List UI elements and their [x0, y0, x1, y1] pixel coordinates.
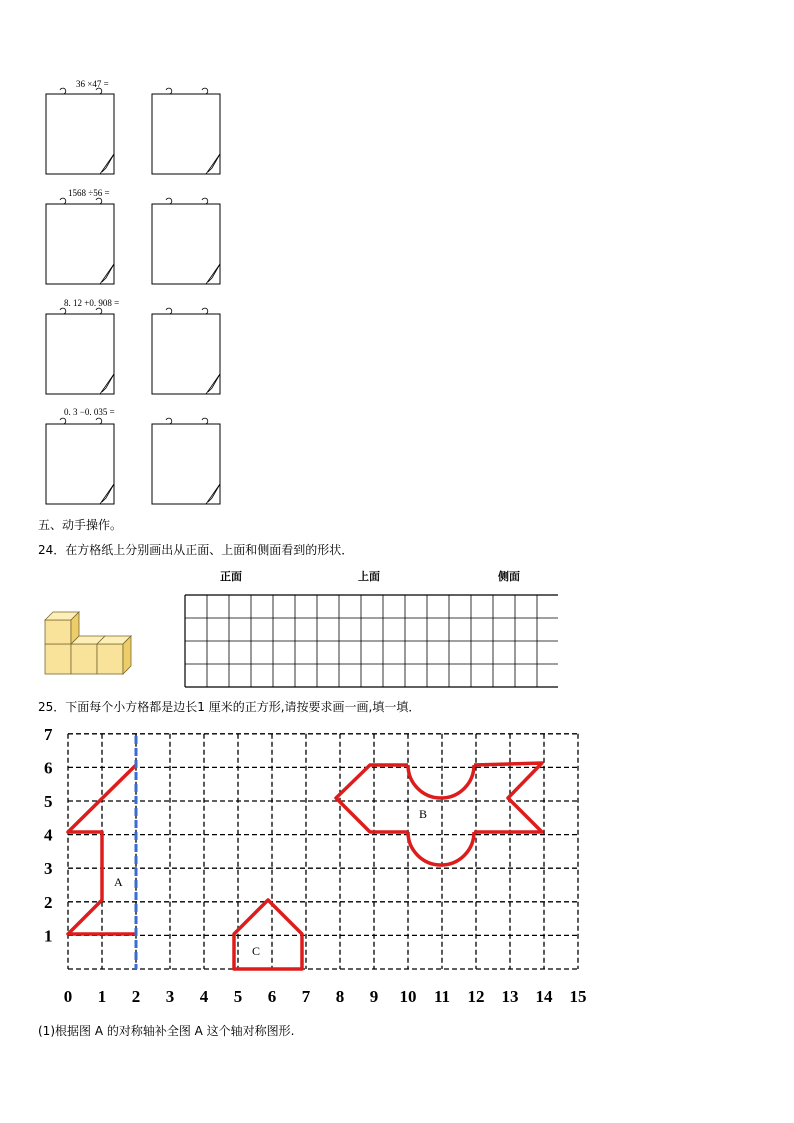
calc-expression: 1568 ÷56 =: [68, 188, 110, 198]
q24-answer-grid[interactable]: [184, 594, 558, 688]
x-tick-label: 10: [399, 987, 417, 1006]
scratch-pads: [0, 0, 794, 520]
y-tick-label: 5: [44, 792, 53, 811]
label-side-view: 侧面: [498, 570, 520, 583]
x-tick-label: 11: [433, 987, 451, 1006]
scratch-pad[interactable]: [152, 418, 220, 504]
y-tick-label: 7: [44, 724, 53, 744]
shape-c: [234, 900, 302, 969]
y-tick-label: 6: [44, 758, 53, 778]
calc-expression: 36 ×47 =: [76, 79, 109, 89]
x-tick-label: 0: [63, 987, 73, 1006]
question-24-text: 24．在方格纸上分别画出从正面、上面和侧面看到的形状．: [38, 543, 354, 557]
x-tick-label: 1: [97, 987, 107, 1006]
x-tick-label: 2: [131, 987, 141, 1006]
y-tick-label: 4: [44, 825, 53, 845]
x-tick-label: 6: [267, 987, 277, 1006]
x-tick-label: 5: [233, 987, 243, 1006]
scratch-pad[interactable]: [46, 418, 114, 504]
x-tick-label: 7: [301, 987, 311, 1006]
y-tick-label: 3: [44, 859, 53, 879]
x-tick-label: 12: [467, 987, 485, 1006]
x-tick-label: 13: [501, 987, 519, 1006]
x-tick-label: 15: [569, 987, 587, 1006]
shape-b-top-arc: [408, 765, 474, 798]
shape-b-outline-right: [474, 763, 542, 832]
shape-b-outline: [336, 765, 408, 832]
x-tick-label: 9: [369, 987, 379, 1006]
y-tick-label: 1: [44, 926, 53, 946]
calc-expression: 8. 12 +0. 908 =: [64, 298, 120, 308]
calc-expression: 0. 3 −0. 035 =: [64, 407, 115, 417]
scratch-pad[interactable]: [152, 88, 220, 174]
q25-coordinate-grid[interactable]: [0, 718, 794, 1018]
scratch-pad[interactable]: [152, 308, 220, 394]
x-tick-label: 3: [165, 987, 175, 1006]
scratch-pad[interactable]: [46, 308, 114, 394]
x-tick-label: 14: [535, 987, 553, 1006]
x-tick-label: 8: [335, 987, 345, 1006]
cube-stack-figure: [40, 606, 140, 678]
question-25-sub1: (1)根据图 A 的对称轴补全图 A 这个轴对称图形.: [38, 1024, 295, 1038]
question-25-text: 25．下面每个小方格都是边长1 厘米的正方形,请按要求画一画,填一填．: [38, 700, 421, 714]
scratch-pad[interactable]: [152, 198, 220, 284]
scratch-pad[interactable]: [46, 198, 114, 284]
label-c: C: [252, 944, 261, 958]
label-b: B: [419, 807, 428, 821]
label-front-view: 正面: [220, 570, 242, 583]
label-top-view: 上面: [358, 570, 380, 583]
shape-b-bottom-arc: [408, 832, 474, 865]
section-title: 五、动手操作。: [38, 518, 123, 532]
scratch-pad[interactable]: [46, 88, 114, 174]
x-tick-label: 4: [199, 987, 209, 1006]
label-a: A: [114, 875, 123, 889]
y-tick-label: 2: [44, 892, 53, 912]
